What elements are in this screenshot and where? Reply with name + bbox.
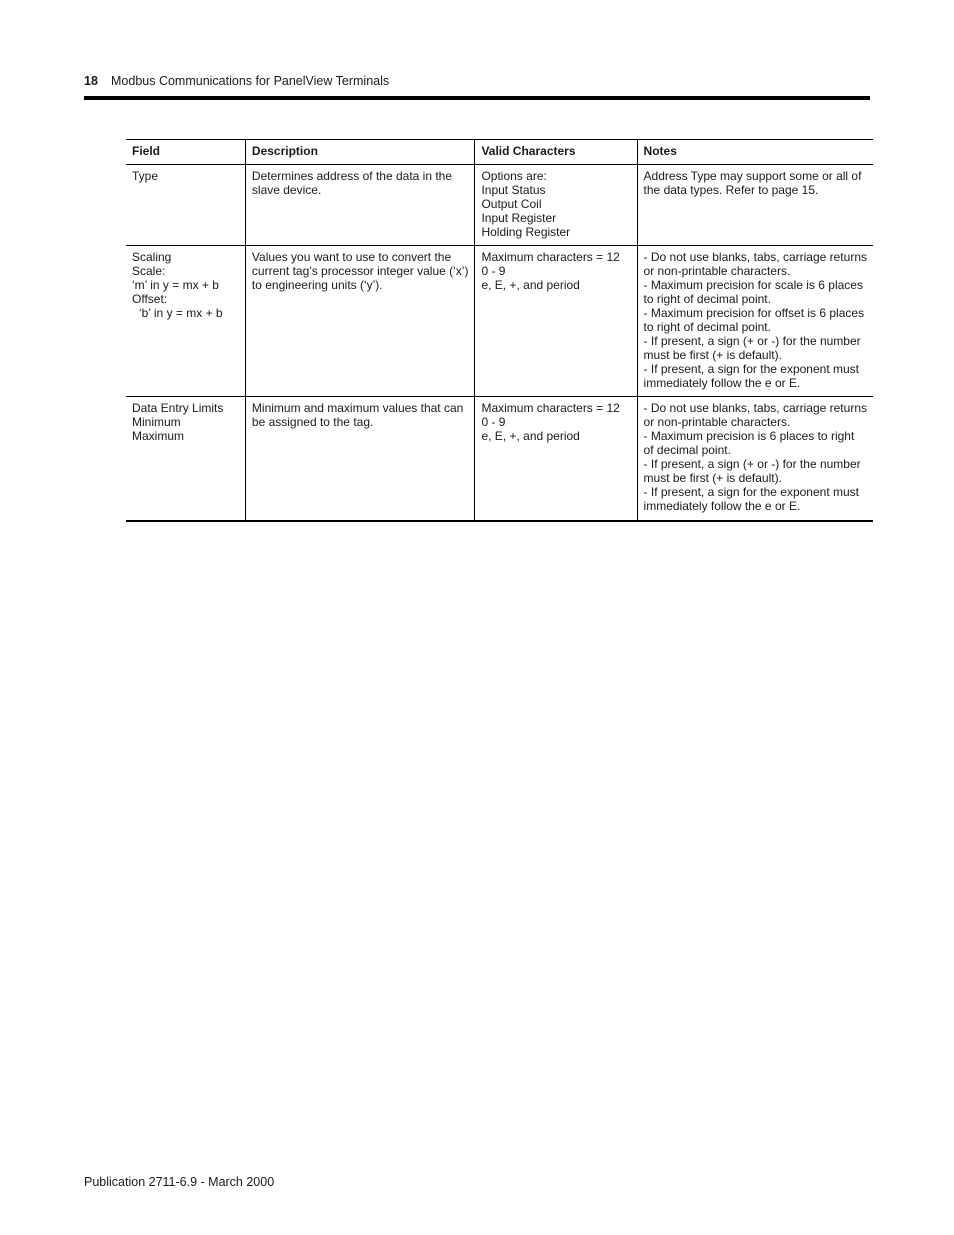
notes-cell (637, 397, 873, 521)
valid-characters-text: e, E, +, and period (481, 278, 580, 292)
notes-text: to right of decimal point. (643, 292, 771, 306)
notes-text: - Maximum precision for offset is 6 places (643, 306, 865, 320)
field-cell (126, 397, 245, 521)
description-text: Values you want to use to convert the (251, 250, 452, 264)
running-header (84, 72, 870, 90)
valid-characters-text: 0 - 9 (481, 264, 506, 278)
page-number: 18 (84, 74, 98, 88)
description-cell (245, 165, 475, 246)
notes-cell (637, 165, 873, 246)
header-title: Modbus Communications for PanelView Terminals (111, 74, 390, 88)
valid-characters-cell (475, 397, 637, 521)
notes-text: immediately follow the e or E. (643, 376, 801, 390)
notes-text: - Maximum precision for scale is 6 places (643, 278, 863, 292)
notes-text: must be first (+ is default). (643, 471, 782, 485)
notes-text: - If present, a sign (+ or -) for the number (643, 457, 861, 471)
column-header-description: Description (245, 140, 475, 165)
field-text: Scaling (132, 250, 172, 264)
notes-text: the data types. Refer to page 15. (643, 183, 819, 197)
valid-characters-text: Input Status (481, 183, 546, 197)
column-header-notes: Notes (637, 140, 873, 165)
valid-characters-text: Output Coil (481, 197, 542, 211)
notes-text: - If present, a sign (+ or -) for the number (643, 334, 861, 348)
field-text: Minimum (132, 415, 181, 429)
notes-text: must be first (+ is default). (643, 348, 782, 362)
header-rule (84, 96, 870, 100)
table-header-row (126, 140, 873, 165)
valid-characters-text: Maximum characters = 12 (481, 250, 620, 264)
valid-characters-text: e, E, +, and period (481, 429, 580, 443)
field-cell (126, 246, 245, 397)
valid-characters-text: 0 - 9 (481, 415, 506, 429)
description-text: be assigned to the tag. (251, 415, 374, 429)
valid-characters-text: Maximum characters = 12 (481, 401, 620, 415)
column-header-field: Field (126, 140, 245, 165)
valid-characters-text: Holding Register (481, 225, 571, 239)
field-cell (126, 165, 245, 246)
description-text: slave device. (251, 183, 322, 197)
description-text: current tag’s processor integer value (‘x’) (251, 264, 469, 278)
valid-characters-text: Input Register (481, 211, 557, 225)
field-text: Data Entry Limits (132, 401, 224, 415)
field-text: ‘m’ in y = mx + b (132, 278, 219, 292)
notes-text: - If present, a sign for the exponent must (643, 362, 859, 376)
description-cell (245, 397, 475, 521)
valid-characters-cell (475, 165, 637, 246)
notes-text: or non-printable characters. (643, 415, 791, 429)
notes-text: - Maximum precision is 6 places to right (643, 429, 855, 443)
notes-cell (637, 246, 873, 397)
tag-properties-table (126, 139, 873, 522)
field-text: Scale: (132, 264, 166, 278)
table-row (126, 165, 873, 246)
description-cell (245, 246, 475, 397)
notes-text: of decimal point. (643, 443, 731, 457)
publication-footer: Publication 2711-6.9 - March 2000 (84, 1175, 275, 1189)
notes-text: Address Type may support some or all of (643, 169, 862, 183)
column-header-valid-characters: Valid Characters (475, 140, 637, 165)
field-text: Offset: (132, 292, 168, 306)
field-text: ‘b’ in y = mx + b (139, 306, 223, 320)
field-text: Maximum (132, 429, 185, 443)
notes-text: to right of decimal point. (643, 320, 771, 334)
notes-text: immediately follow the e or E. (643, 499, 801, 513)
field-text: Type (132, 169, 159, 183)
table-row (126, 397, 873, 521)
description-text: Determines address of the data in the (251, 169, 453, 183)
table-row (126, 246, 873, 397)
notes-text: or non-printable characters. (643, 264, 791, 278)
valid-characters-text: Options are: (481, 169, 547, 183)
notes-text: - Do not use blanks, tabs, carriage returns (643, 401, 867, 415)
notes-text: - Do not use blanks, tabs, carriage returns (643, 250, 867, 264)
description-text: Minimum and maximum values that can (251, 401, 464, 415)
valid-characters-cell (475, 246, 637, 397)
description-text: to engineering units (‘y’). (251, 278, 383, 292)
notes-text: - If present, a sign for the exponent must (643, 485, 859, 499)
